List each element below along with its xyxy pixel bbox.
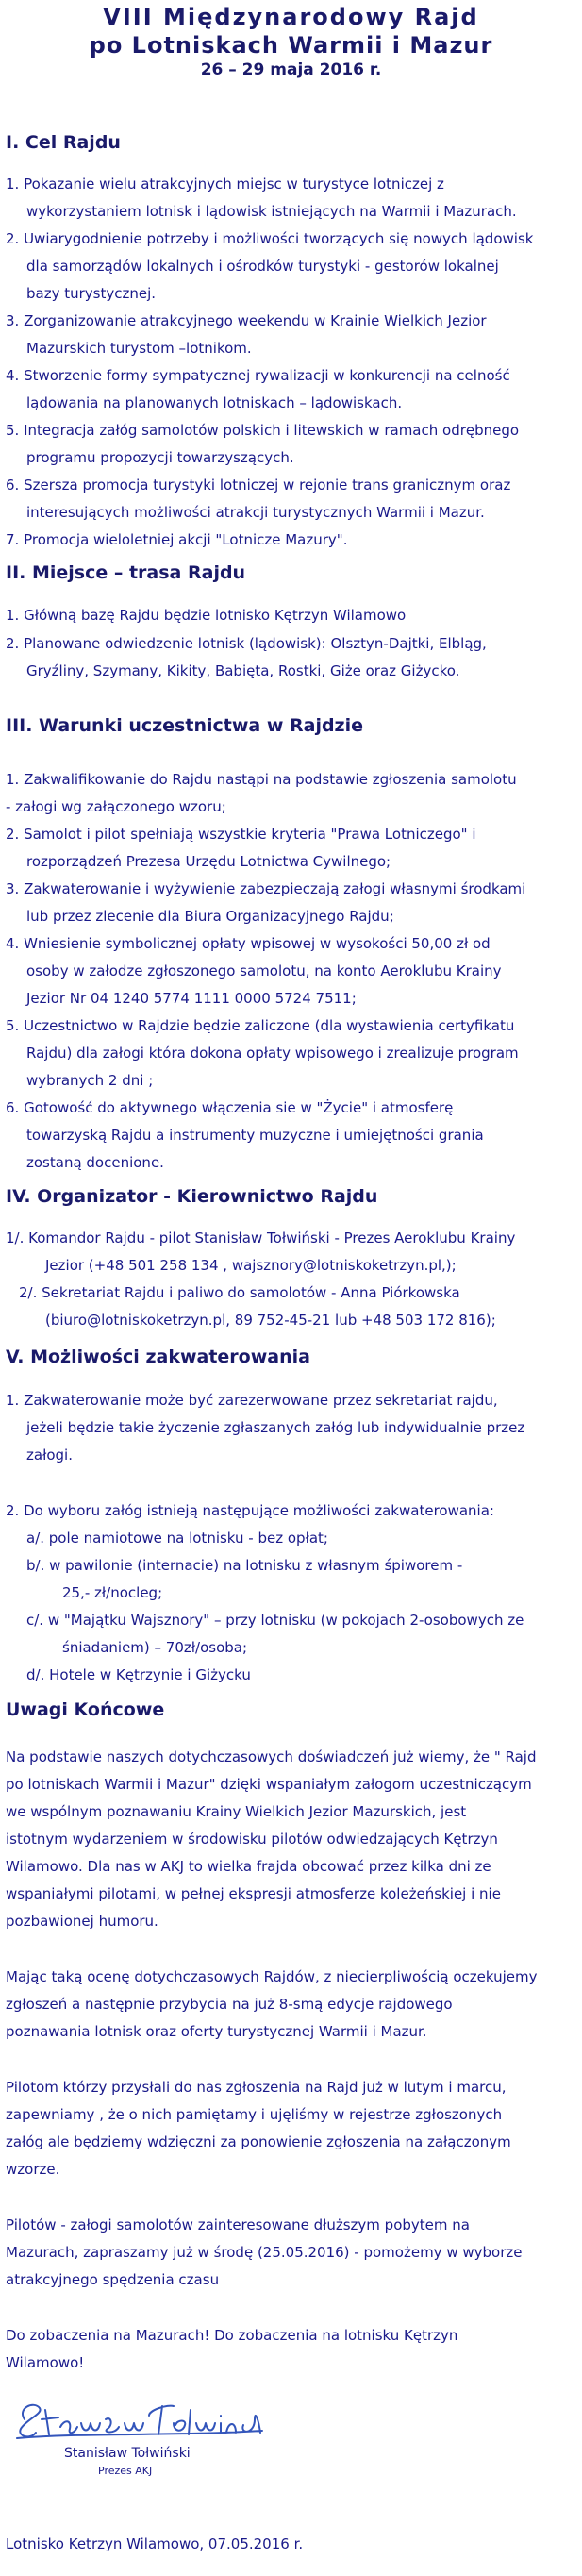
remarks-5: Wilamowo. Dla nas w AKJ to wielka frajda obcować przez kilka dni ze bbox=[6, 1858, 491, 1875]
title-line-1: VIII Międzynarodowy Rajd bbox=[103, 4, 479, 30]
route-2-cont: Gryźliny, Szymany, Kikity, Babięta, Rostki, Giże oraz Giżycko. bbox=[26, 662, 460, 679]
signature-role: Prezes AKJ bbox=[98, 2465, 153, 2477]
remarks-17: atrakcyjnego spędzenia czasu bbox=[6, 2271, 220, 2288]
remarks-1: Na podstawie naszych dotychczasowych doświadczeń już wiemy, że " Rajd bbox=[6, 1748, 537, 1765]
condition-6-cont-2: zostaną docenione. bbox=[26, 1154, 164, 1171]
remarks-14: wzorze. bbox=[6, 2161, 60, 2178]
remarks-16: Mazurach, zapraszamy już w środę (25.05.2016) - pomożemy w wyborze bbox=[6, 2244, 523, 2261]
organizer-1-contact: Jezior (+48 501 258 134 , wajsznory@lotniskoketrzyn.pl,); bbox=[45, 1257, 457, 1274]
event-dates: 26 – 29 maja 2016 r. bbox=[200, 60, 382, 79]
accommodation-option-d: d/. Hotele w Kętrzynie i Giżycku bbox=[26, 1666, 251, 1683]
goal-1: 1. Pokazanie wielu atrakcyjnych miejsc w turystyce lotniczej z bbox=[6, 176, 444, 192]
condition-1: 1. Zakwalifikowanie do Rajdu nastąpi na podstawie zgłoszenia samolotu bbox=[6, 771, 517, 788]
goal-3: 3. Zorganizowanie atrakcyjnego weekendu w Krainie Wielkich Jezior bbox=[6, 312, 487, 329]
organizer-2: 2/. Sekretariat Rajdu i paliwo do samolotów - Anna Piórkowska bbox=[19, 1284, 460, 1301]
condition-2-cont: rozporządzeń Prezesa Urzędu Lotnictwa Cywilnego; bbox=[26, 853, 391, 870]
condition-4: 4. Wniesienie symbolicznej opłaty wpisowej w wysokości 50,00 zł od bbox=[6, 935, 491, 952]
goal-5-cont: programu propozycji towarzyszących. bbox=[26, 449, 294, 466]
accommodation-option-b-price: 25,- zł/nocleg; bbox=[62, 1584, 163, 1601]
handwritten-signature bbox=[8, 2391, 272, 2448]
condition-5: 5. Uczestnictwo w Rajdzie będzie zaliczone (dla wystawienia certyfikatu bbox=[6, 1017, 515, 1034]
section-heading-conditions: III. Warunki uczestnictwa w Rajdzie bbox=[6, 715, 364, 736]
accommodation-option-b: b/. w pawilonie (internacie) na lotnisku z własnym śpiworem - bbox=[26, 1557, 463, 1574]
title-line-2: po Lotniskach Warmii i Mazur bbox=[89, 32, 493, 59]
condition-3-cont: lub przez zlecenie dla Biura Organizacyjnego Rajdu; bbox=[26, 908, 394, 925]
remarks-15: Pilotów - załogi samolotów zainteresowane dłuższym pobytem na bbox=[6, 2216, 470, 2233]
route-1: 1. Główną bazę Rajdu będzie lotnisko Kętrzyn Wilamowo bbox=[6, 607, 407, 624]
condition-6: 6. Gotowość do aktywnego włączenia sie w "Życie" i atmosferę bbox=[6, 1099, 454, 1116]
remarks-3: we wspólnym poznawaniu Krainy Wielkich Jezior Mazurskich, jest bbox=[6, 1803, 467, 1820]
section-heading-goals: I. Cel Rajdu bbox=[6, 132, 121, 153]
condition-4-account: Jezior Nr 04 1240 5774 1111 0000 5724 7511; bbox=[26, 990, 357, 1007]
accommodation-1-cont: jeżeli będzie takie życzenie zgłaszanych załóg lub indywidualnie przez bbox=[26, 1419, 525, 1436]
goal-3-cont: Mazurskich turystom –lotnikom. bbox=[26, 340, 252, 357]
goal-1-cont: wykorzystaniem lotnisk i lądowisk istniejących na Warmii i Mazurach. bbox=[26, 203, 517, 220]
section-heading-organizer: IV. Organizator - Kierownictwo Rajdu bbox=[6, 1186, 378, 1207]
accommodation-2: 2. Do wyboru załóg istnieją następujące możliwości zakwaterowania: bbox=[6, 1502, 494, 1519]
remarks-10: poznawania lotnisk oraz oferty turystycznej Warmii i Mazur. bbox=[6, 2023, 427, 2040]
accommodation-option-c: c/. w "Majątku Wajsznory" – przy lotnisku (w pokojach 2-osobowych ze bbox=[26, 1612, 524, 1629]
condition-5-cont-2: wybranych 2 dni ; bbox=[26, 1072, 154, 1089]
goal-2: 2. Uwiarygodnienie potrzeby i możliwości tworzących się nowych lądowisk bbox=[6, 230, 534, 247]
footer-place-date: Lotnisko Ketrzyn Wilamowo, 07.05.2016 r. bbox=[6, 2535, 304, 2552]
goal-4-cont: lądowania na planowanych lotniskach – lądowiskach. bbox=[26, 394, 403, 411]
goal-5: 5. Integracja załóg samolotów polskich i litewskich w ramach odrębnego bbox=[6, 422, 520, 439]
goal-6: 6. Szersza promocja turystyki lotniczej w rejonie trans granicznym oraz bbox=[6, 477, 511, 493]
section-heading-accommodation: V. Możliwości zakwaterowania bbox=[6, 1347, 310, 1367]
goal-4: 4. Stworzenie formy sympatycznej rywalizacji w konkurencji na celność bbox=[6, 367, 510, 384]
condition-2: 2. Samolot i pilot spełniają wszystkie kryteria "Prawa Lotniczego" i bbox=[6, 826, 476, 843]
remarks-4: istotnym wydarzeniem w środowisku pilotów odwiedzających Kętrzyn bbox=[6, 1831, 498, 1848]
signature-name: Stanisław Tołwiński bbox=[64, 2446, 191, 2461]
organizer-1: 1/. Komandor Rajdu - pilot Stanisław Tołwiński - Prezes Aeroklubu Krainy bbox=[6, 1229, 516, 1246]
accommodation-option-c-price: śniadaniem) – 70zł/osoba; bbox=[62, 1639, 248, 1656]
accommodation-1-cont-2: załogi. bbox=[26, 1447, 73, 1464]
condition-4-cont: osoby w załodze zgłoszonego samolotu, na konto Aeroklubu Krainy bbox=[26, 962, 502, 979]
remarks-12: zapewniamy , że o nich pamiętamy i ujęliśmy w rejestrze zgłoszonych bbox=[6, 2106, 503, 2123]
condition-3: 3. Zakwaterowanie i wyżywienie zabezpieczają załogi własnymi środkami bbox=[6, 880, 526, 897]
goal-7: 7. Promocja wieloletniej akcji "Lotnicze Mazury". bbox=[6, 531, 348, 548]
goal-6-cont: interesujących możliwości atrakcji turystycznych Warmii i Mazur. bbox=[26, 504, 485, 521]
remarks-6: wspaniałymi pilotami, w pełnej ekspresji atmosferze koleżeńskiej i nie bbox=[6, 1885, 501, 1902]
remarks-13: załóg ale będziemy wdzięczni za ponowienie zgłoszenia na załączonym bbox=[6, 2133, 511, 2150]
route-2: 2. Planowane odwiedzenie lotnisk (lądowisk): Olsztyn-Dajtki, Elbląg, bbox=[6, 635, 487, 652]
condition-1-cont: - załogi wg załączonego wzoru; bbox=[6, 798, 226, 815]
condition-6-cont: towarzyską Rajdu a instrumenty muzyczne i umiejętności grania bbox=[26, 1127, 484, 1144]
remarks-8: Mając taką ocenę dotychczasowych Rajdów, z niecierpliwością oczekujemy bbox=[6, 1968, 538, 1985]
organizer-2-contact: (biuro@lotniskoketrzyn.pl, 89 752-45-21 lub +48 503 172 816); bbox=[45, 1312, 496, 1329]
accommodation-option-a: a/. pole namiotowe na lotnisku - bez opłat; bbox=[26, 1530, 328, 1547]
section-heading-route: II. Miejsce – trasa Rajdu bbox=[6, 562, 246, 583]
remarks-11: Pilotom którzy przysłali do nas zgłoszenia na Rajd już w lutym i marcu, bbox=[6, 2079, 507, 2096]
goal-2-cont: dla samorządów lokalnych i ośrodków turystyki - gestorów lokalnej bbox=[26, 258, 499, 275]
goal-2-cont-2: bazy turystycznej. bbox=[26, 285, 157, 302]
condition-5-cont: Rajdu) dla załogi która dokona opłaty wpisowego i zrealizuje program bbox=[26, 1045, 519, 1062]
remarks-9: zgłoszeń a następnie przybycia na już 8-smą edycje rajdowego bbox=[6, 1996, 453, 2013]
remarks-2: po lotniskach Warmii i Mazur" dzięki wspaniałym załogom uczestniczącym bbox=[6, 1776, 532, 1793]
remarks-19: Wilamowo! bbox=[6, 2354, 85, 2371]
section-heading-remarks: Uwagi Końcowe bbox=[6, 1699, 165, 1720]
remarks-18: Do zobaczenia na Mazurach! Do zobaczenia na lotnisku Kętrzyn bbox=[6, 2327, 458, 2344]
accommodation-1: 1. Zakwaterowanie może być zarezerwowane przez sekretariat rajdu, bbox=[6, 1392, 498, 1409]
remarks-7: pozbawionej humoru. bbox=[6, 1913, 158, 1930]
